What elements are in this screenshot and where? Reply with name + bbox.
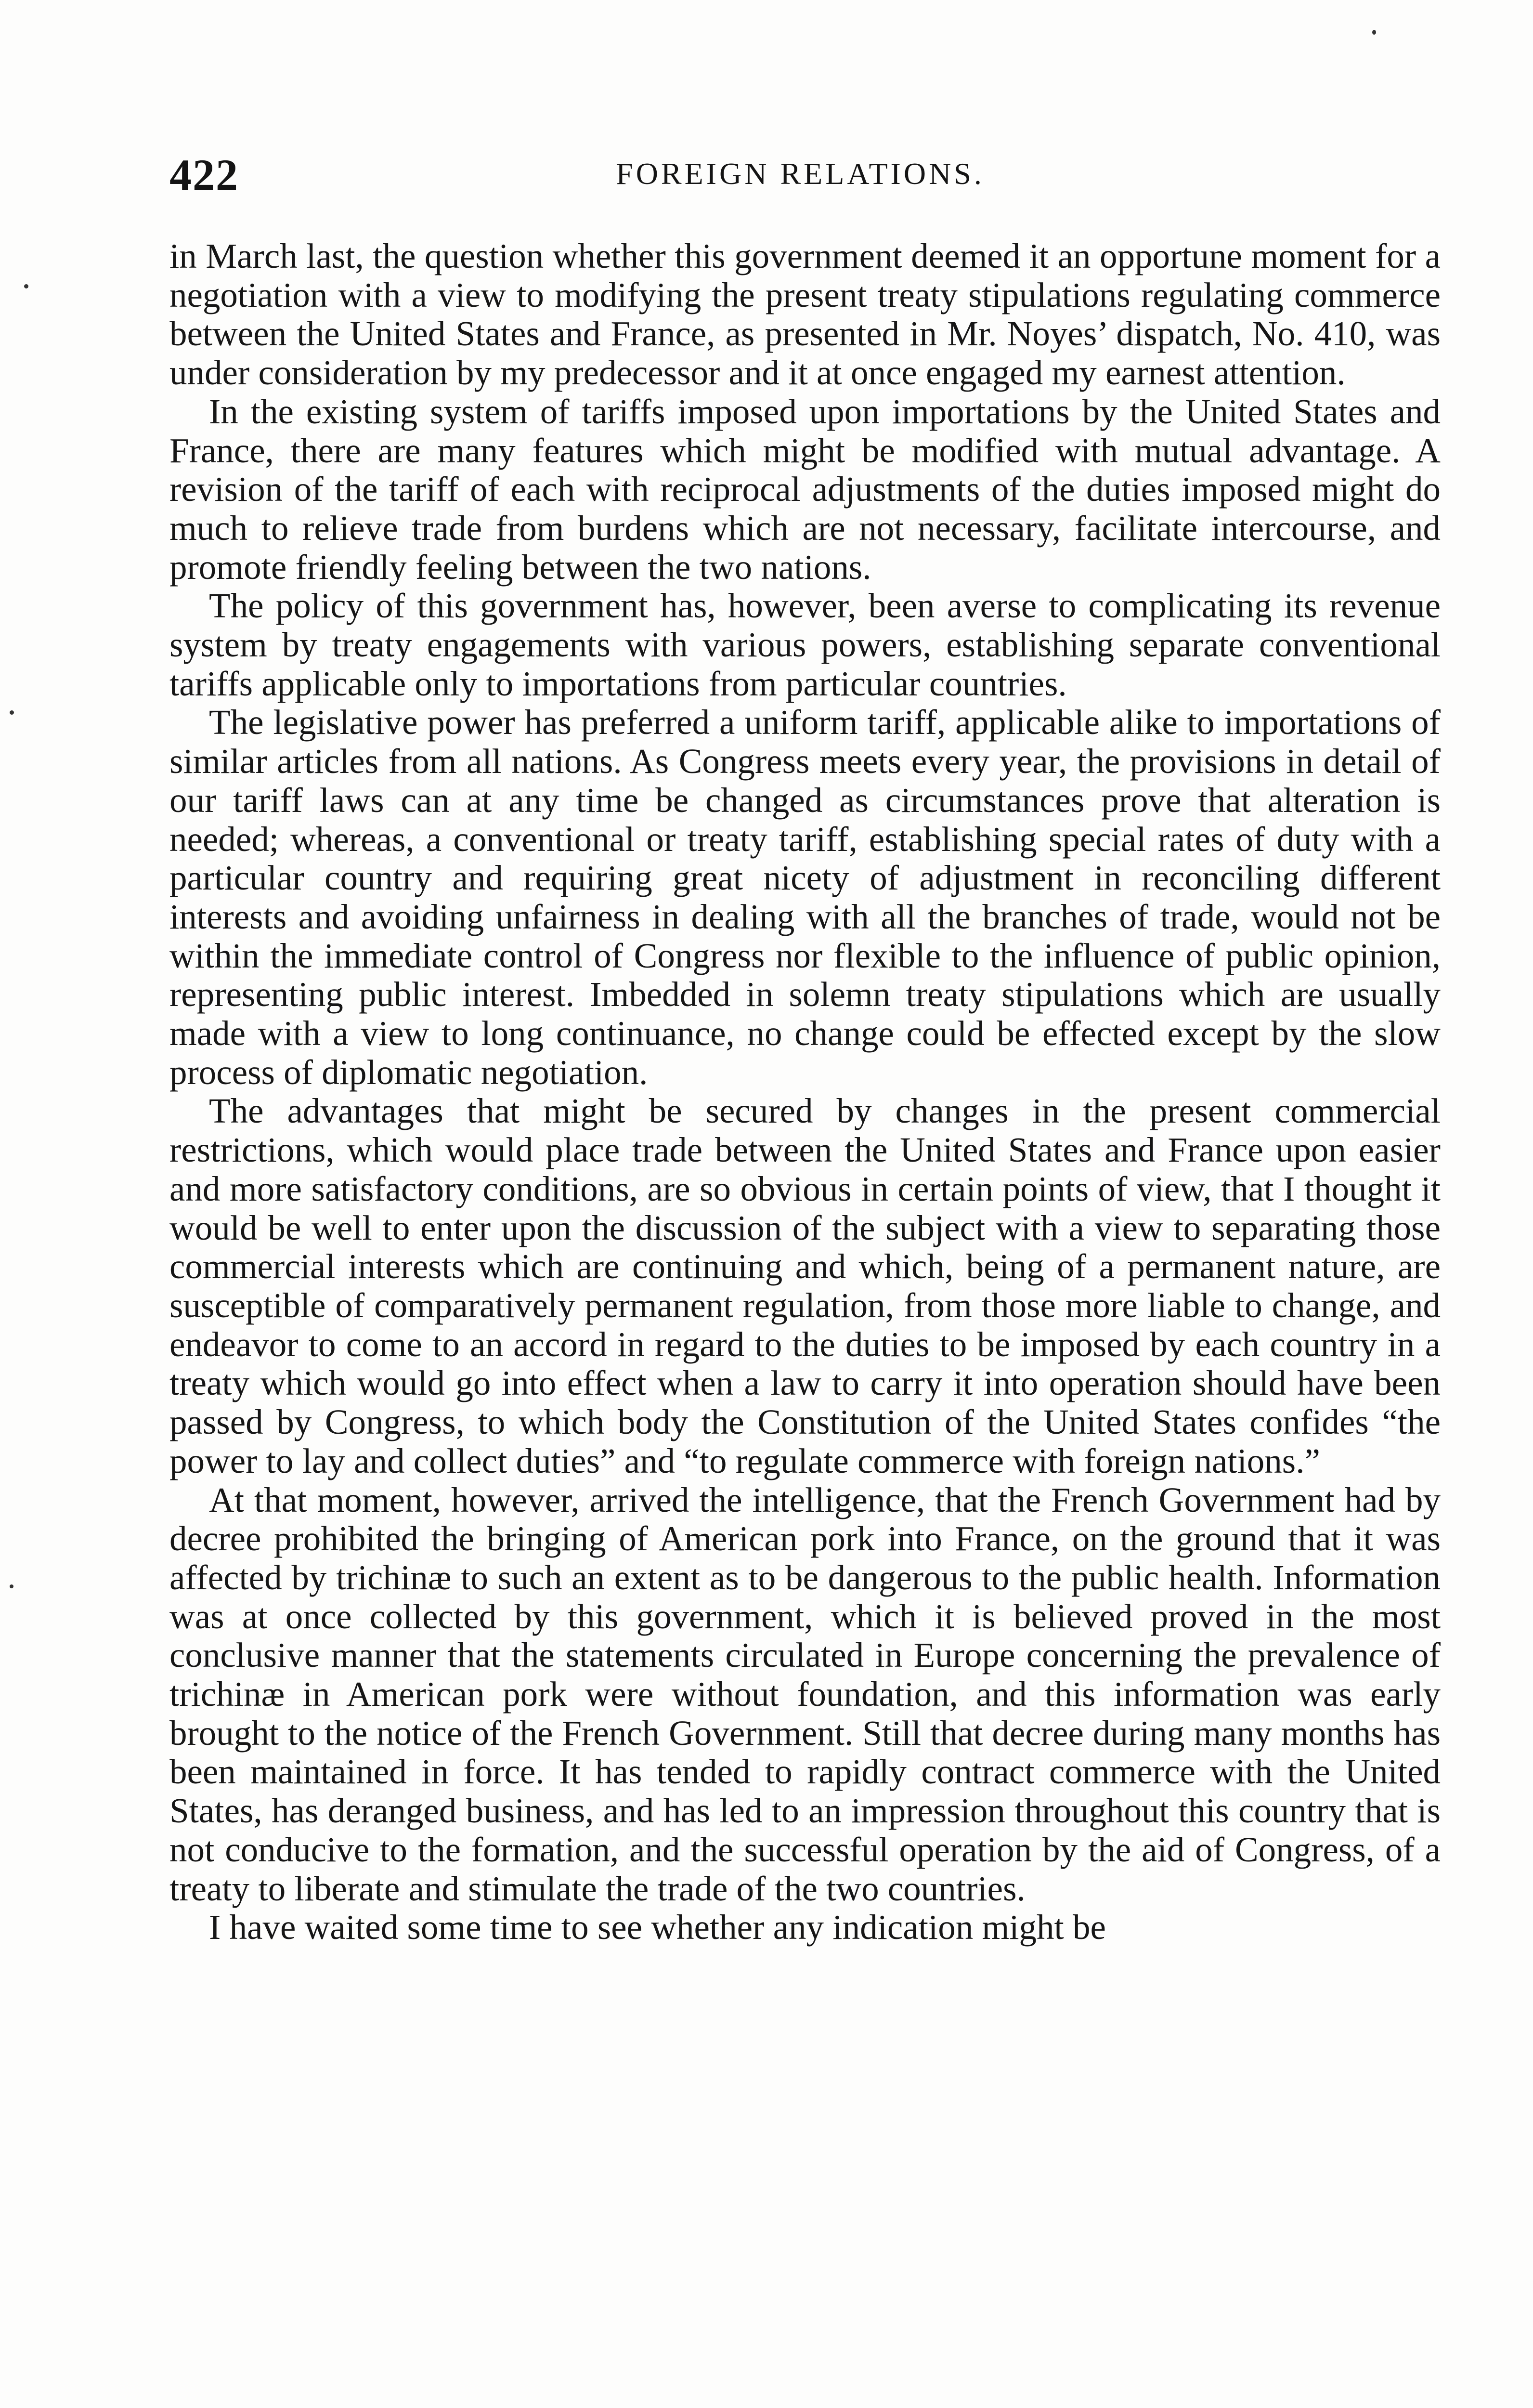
page-header [169, 149, 1431, 207]
body-text [169, 237, 1441, 1947]
running-title: FOREIGN RELATIONS. [616, 157, 985, 191]
page-number: 422 [169, 150, 239, 199]
paragraph: At that moment, however, arrived the intelligence, that the French Government had by decree prohibited the bringing of American pork into France, on the ground that it was affected by trichinæ to such an extent as to be dangerous to the public health. Information was at once collected by this government, which it is believed proved in the most conclusive manner that the statements circulated in Europe concerning the prevalence of trichinæ in American pork were without foundation, and this information was early brought to the notice of the French Government. Still that decree during many months has been maintained in force. It has tended to rapidly contract commerce with the United States, has deranged business, and has led to an impression throughout this country that is not conducive to the formation, and the successful operation by the aid of Congress, of a treaty to liberate and stimulate the trade of the two countries. [169, 1480, 1441, 1908]
paragraph: The advantages that might be secured by changes in the present commercial restrictions, which would place trade between the United States and France upon easier and more satisfactory conditions, are so obvious in certain points of view, that I thought it would be well to enter upon the discussion of the subject with a view to separating those commercial interests which are continuing and which, being of a permanent nature, are susceptible of comparatively permanent regulation, from those more liable to change, and endeavor to come to an accord in regard to the duties to be imposed by each country in a treaty which would go into effect when a law to carry it into operation should have been passed by Congress, to which body the Constitution of the United States confides “the power to lay and collect duties” and “to regulate commerce with foreign nations.” [169, 1091, 1441, 1480]
paragraph: I have waited some time to see whether any indication might be [209, 1908, 1106, 1947]
margin-speck [24, 284, 28, 288]
margin-speck [1372, 30, 1376, 35]
paragraph: in March last, the question whether this government deemed it an opportune moment for a negotiation with a view to modifying the present treaty stipulations regulating commerce between the United States and France, as presented in Mr. Noyes’ dispatch, No. 410, was under consideration by my predecessor and it at once engaged my earnest attention. [169, 236, 1441, 393]
margin-speck [10, 1584, 13, 1588]
paragraph: The legislative power has preferred a uniform tariff, applicable alike to importations of similar articles from all nations. As Congress meets every year, the provisions in detail of our tariff laws can at any time be changed as circumstances prove that alteration is needed; whereas, a conventional or treaty tariff, establishing special rates of duty with a particular country and requiring great nicety of adjustment in reconciling different interests and avoiding unfairness in dealing with all the branches of trade, would not be within the immediate control of Congress nor flexible to the influence of public opinion, representing public interest. Imbedded in solemn treaty stipulations which are usually made with a view to long continuance, no change could be effected except by the slow process of diplomatic negotiation. [169, 703, 1441, 1092]
paragraph: The policy of this government has, however, been averse to complicating its revenue system by treaty engagements with various powers, establishing separate conventional tariffs applicable only to importations from particular countries. [169, 586, 1441, 703]
margin-speck [10, 710, 14, 715]
paragraph: In the existing system of tariffs imposed upon importations by the United States and France, there are many features which might be modified with mutual advantage. A revision of the tariff of each with reciprocal adjustments of the duties imposed might do much to relieve trade from burdens which are not necessary, facilitate intercourse, and promote friendly feeling between the two nations. [169, 392, 1441, 587]
